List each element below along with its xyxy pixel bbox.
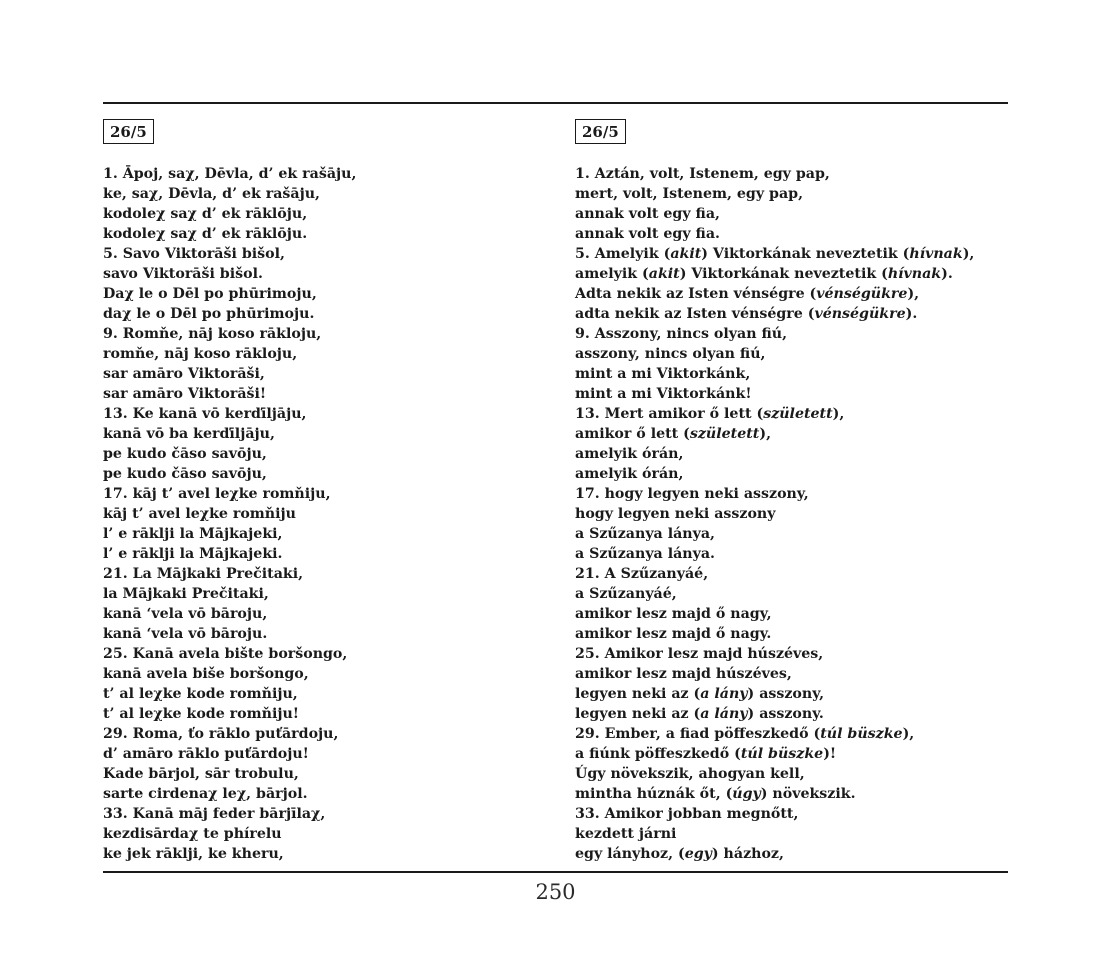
verse-line: pe kudo čāso savōju, xyxy=(103,446,267,462)
italic-gloss: született xyxy=(763,406,833,422)
line-segment: ) növekszik. xyxy=(760,786,856,802)
line-segment: 1. Aztán, volt, Istenem, egy pap, xyxy=(575,166,830,182)
verse-line: t’ al leχke kode romňiju, xyxy=(103,686,298,702)
verse-line xyxy=(575,524,1008,544)
verse-line: ke, saχ, Dēvla, d’ ek rašāju, xyxy=(103,186,320,202)
italic-gloss: hívnak xyxy=(909,246,963,262)
verse-line: kanā ‘vela vō bāroju. xyxy=(103,626,268,642)
line-segment: ). xyxy=(941,266,953,282)
verse-line xyxy=(575,664,1008,684)
line-segment: ) asszony. xyxy=(747,706,824,722)
line-segment: amelyik órán, xyxy=(575,446,684,462)
line-segment: 25. Amikor lesz majd húszéves, xyxy=(575,646,824,662)
bottom-rule xyxy=(103,871,1008,873)
verse-line xyxy=(575,404,1008,424)
line-segment: ), xyxy=(902,726,915,742)
line-segment: 21. A Szűzanyáé, xyxy=(575,566,709,582)
verse-line xyxy=(575,804,1008,824)
line-segment: amikor lesz majd ő nagy, xyxy=(575,606,772,622)
verse-line xyxy=(575,764,1008,784)
verse-line: 5. Savo Viktorāši bišol, xyxy=(103,246,285,262)
verse-line xyxy=(575,424,1008,444)
verse-line: kanā vō ba kerďīljāju, xyxy=(103,426,275,442)
line-segment: kezdett járni xyxy=(575,826,677,842)
verse-line xyxy=(575,564,1008,584)
verse-line: la Mājkaki Prečitaki, xyxy=(103,586,269,602)
line-segment: mint a mi Viktorkánk, xyxy=(575,366,751,382)
verse-line: d’ amāro rāklo puťārdoju! xyxy=(103,746,309,762)
verse-line xyxy=(575,164,1008,184)
italic-gloss: a lány xyxy=(700,706,748,722)
italic-gloss: egy xyxy=(684,846,712,862)
romani-column xyxy=(103,119,543,864)
section-label-hungarian: 26/5 xyxy=(575,119,626,144)
line-segment: adta nekik az Isten vénségre ( xyxy=(575,306,815,322)
verse-line: 9. Romňe, nāj koso rākloju, xyxy=(103,326,322,342)
line-segment: a Szűzanya lánya, xyxy=(575,526,715,542)
line-segment: ). xyxy=(905,306,918,322)
line-segment: a Szűzanya lánya. xyxy=(575,546,715,562)
verse-line: kodoleχ saχ d’ ek rāklōju. xyxy=(103,226,308,242)
verse-line xyxy=(575,584,1008,604)
line-segment: ), xyxy=(907,286,920,302)
italic-gloss: hívnak xyxy=(887,266,942,282)
line-segment: a Szűzanyáé, xyxy=(575,586,677,602)
verse-line xyxy=(575,844,1008,864)
verse-line: kanā avela biše boršongo, xyxy=(103,666,309,682)
verse-line: kodoleχ saχ d’ ek rāklōju, xyxy=(103,206,308,222)
line-segment: hogy legyen neki asszony xyxy=(575,506,776,522)
verse-line xyxy=(575,184,1008,204)
line-segment: amelyik órán, xyxy=(575,466,684,482)
italic-gloss: túl büszke xyxy=(740,746,824,762)
italic-gloss: vénségükre xyxy=(816,286,908,302)
line-segment: ), xyxy=(759,426,772,442)
line-segment: 9. Asszony, nincs olyan fiú, xyxy=(575,326,788,342)
line-segment: Úgy növekszik, ahogyan kell, xyxy=(575,766,805,782)
verse-line: 33. Kanā māj feder bārjīlaχ, xyxy=(103,806,326,822)
verse-line xyxy=(575,824,1008,844)
verse-line xyxy=(575,604,1008,624)
verse-line xyxy=(575,724,1008,744)
line-segment: mert, volt, Istenem, egy pap, xyxy=(575,186,804,202)
line-segment: 13. Mert amikor ő lett ( xyxy=(575,406,764,422)
page-number: 250 xyxy=(535,880,576,904)
verse-line: l’ e rāklji la Mājkajeki, xyxy=(103,526,283,542)
line-segment: 5. Amelyik ( xyxy=(575,246,671,262)
verse-line xyxy=(575,204,1008,224)
verse-line xyxy=(575,224,1008,244)
line-segment: ), xyxy=(832,406,845,422)
verse-line xyxy=(575,384,1008,404)
romani-verse-lines xyxy=(103,164,543,864)
verse-line xyxy=(575,284,1008,304)
verse-line: pe kudo čāso savōju, xyxy=(103,466,267,482)
line-segment: annak volt egy fia, xyxy=(575,206,720,222)
verse-line: Daχ le o Dēl po phūrimoju, xyxy=(103,286,317,302)
verse-line: kezdisārdaχ te phírelu xyxy=(103,826,282,842)
verse-line xyxy=(575,304,1008,324)
line-segment: 29. Ember, a fiad pöffeszkedő ( xyxy=(575,726,821,742)
verse-line: sar amāro Viktorāši, xyxy=(103,366,265,382)
verse-line: 29. Roma, ťo rāklo puťārdoju, xyxy=(103,726,339,742)
verse-line xyxy=(575,624,1008,644)
line-segment: legyen neki az ( xyxy=(575,706,701,722)
italic-gloss: vénségükre xyxy=(814,306,906,322)
verse-line xyxy=(575,684,1008,704)
italic-gloss: akit xyxy=(670,246,702,262)
verse-line xyxy=(575,744,1008,764)
line-segment: amikor lesz majd ő nagy. xyxy=(575,626,772,642)
line-segment: annak volt egy fia. xyxy=(575,226,720,242)
line-segment: 17. hogy legyen neki asszony, xyxy=(575,486,809,502)
verse-line: daχ le o Dēl po phūrimoju. xyxy=(103,306,315,322)
verse-line xyxy=(575,464,1008,484)
verse-line: t’ al leχke kode romňiju! xyxy=(103,706,300,722)
line-segment: asszony, nincs olyan fiú, xyxy=(575,346,766,362)
italic-gloss: született xyxy=(689,426,760,442)
hungarian-column xyxy=(575,119,1008,864)
italic-gloss: úgy xyxy=(732,786,761,802)
verse-line: l’ e rāklji la Mājkajeki. xyxy=(103,546,283,562)
verse-line xyxy=(575,244,1008,264)
line-segment: amelyik ( xyxy=(575,266,649,282)
line-segment: ), xyxy=(962,246,975,262)
line-segment: mintha húznák őt, ( xyxy=(575,786,733,802)
verse-line: 1. Āpoj, saχ, Dēvla, d’ ek rašāju, xyxy=(103,166,357,182)
verse-line xyxy=(575,704,1008,724)
verse-line xyxy=(575,504,1008,524)
line-segment: a fiúnk pöffeszkedő ( xyxy=(575,746,741,762)
line-segment: ) Viktorkának neveztetik ( xyxy=(679,266,888,282)
verse-line xyxy=(575,444,1008,464)
line-segment: amikor lesz majd húszéves, xyxy=(575,666,792,682)
verse-line xyxy=(575,344,1008,364)
line-segment: legyen neki az ( xyxy=(575,686,701,702)
section-label-romani: 26/5 xyxy=(103,119,154,144)
verse-line xyxy=(575,484,1008,504)
verse-line xyxy=(575,264,1008,284)
line-segment: 33. Amikor jobban megnőtt, xyxy=(575,806,799,822)
line-segment: Adta nekik az Isten vénségre ( xyxy=(575,286,817,302)
italic-gloss: a lány xyxy=(700,686,748,702)
verse-line: Kade bārjol, sār trobulu, xyxy=(103,766,299,782)
verse-line: kāj t’ avel leχke romňiju xyxy=(103,506,296,522)
verse-line xyxy=(575,644,1008,664)
verse-line xyxy=(575,784,1008,804)
italic-gloss: túl büszke xyxy=(820,726,903,742)
line-segment: )! xyxy=(823,746,837,762)
line-segment: ) asszony, xyxy=(747,686,825,702)
line-segment: amikor ő lett ( xyxy=(575,426,690,442)
verse-line: kanā ‘vela vō bāroju, xyxy=(103,606,268,622)
line-segment: ) házhoz, xyxy=(711,846,784,862)
top-rule xyxy=(103,102,1008,104)
verse-line: savo Viktorāši bišol. xyxy=(103,266,263,282)
italic-gloss: akit xyxy=(648,266,680,282)
verse-line: sar amāro Viktorāši! xyxy=(103,386,267,402)
verse-line: 13. Ke kanā vō kerďīljāju, xyxy=(103,406,307,422)
verse-line: 21. La Mājkaki Prečitaki, xyxy=(103,566,304,582)
verse-line: romňe, nāj koso rākloju, xyxy=(103,346,298,362)
line-segment: ) Viktorkának neveztetik ( xyxy=(701,246,910,262)
verse-line xyxy=(575,364,1008,384)
verse-line: ke jek rāklji, ke kheru, xyxy=(103,846,284,862)
verse-line xyxy=(575,544,1008,564)
line-segment: egy lányhoz, ( xyxy=(575,846,685,862)
hungarian-verse-lines xyxy=(575,164,1008,864)
verse-line: sarte cirdenaχ leχ, bārjol. xyxy=(103,786,308,802)
verse-line: 17. kāj t’ avel leχke romňiju, xyxy=(103,486,331,502)
verse-line xyxy=(575,324,1008,344)
verse-line: 25. Kanā avela bište boršongo, xyxy=(103,646,348,662)
line-segment: mint a mi Viktorkánk! xyxy=(575,386,752,402)
